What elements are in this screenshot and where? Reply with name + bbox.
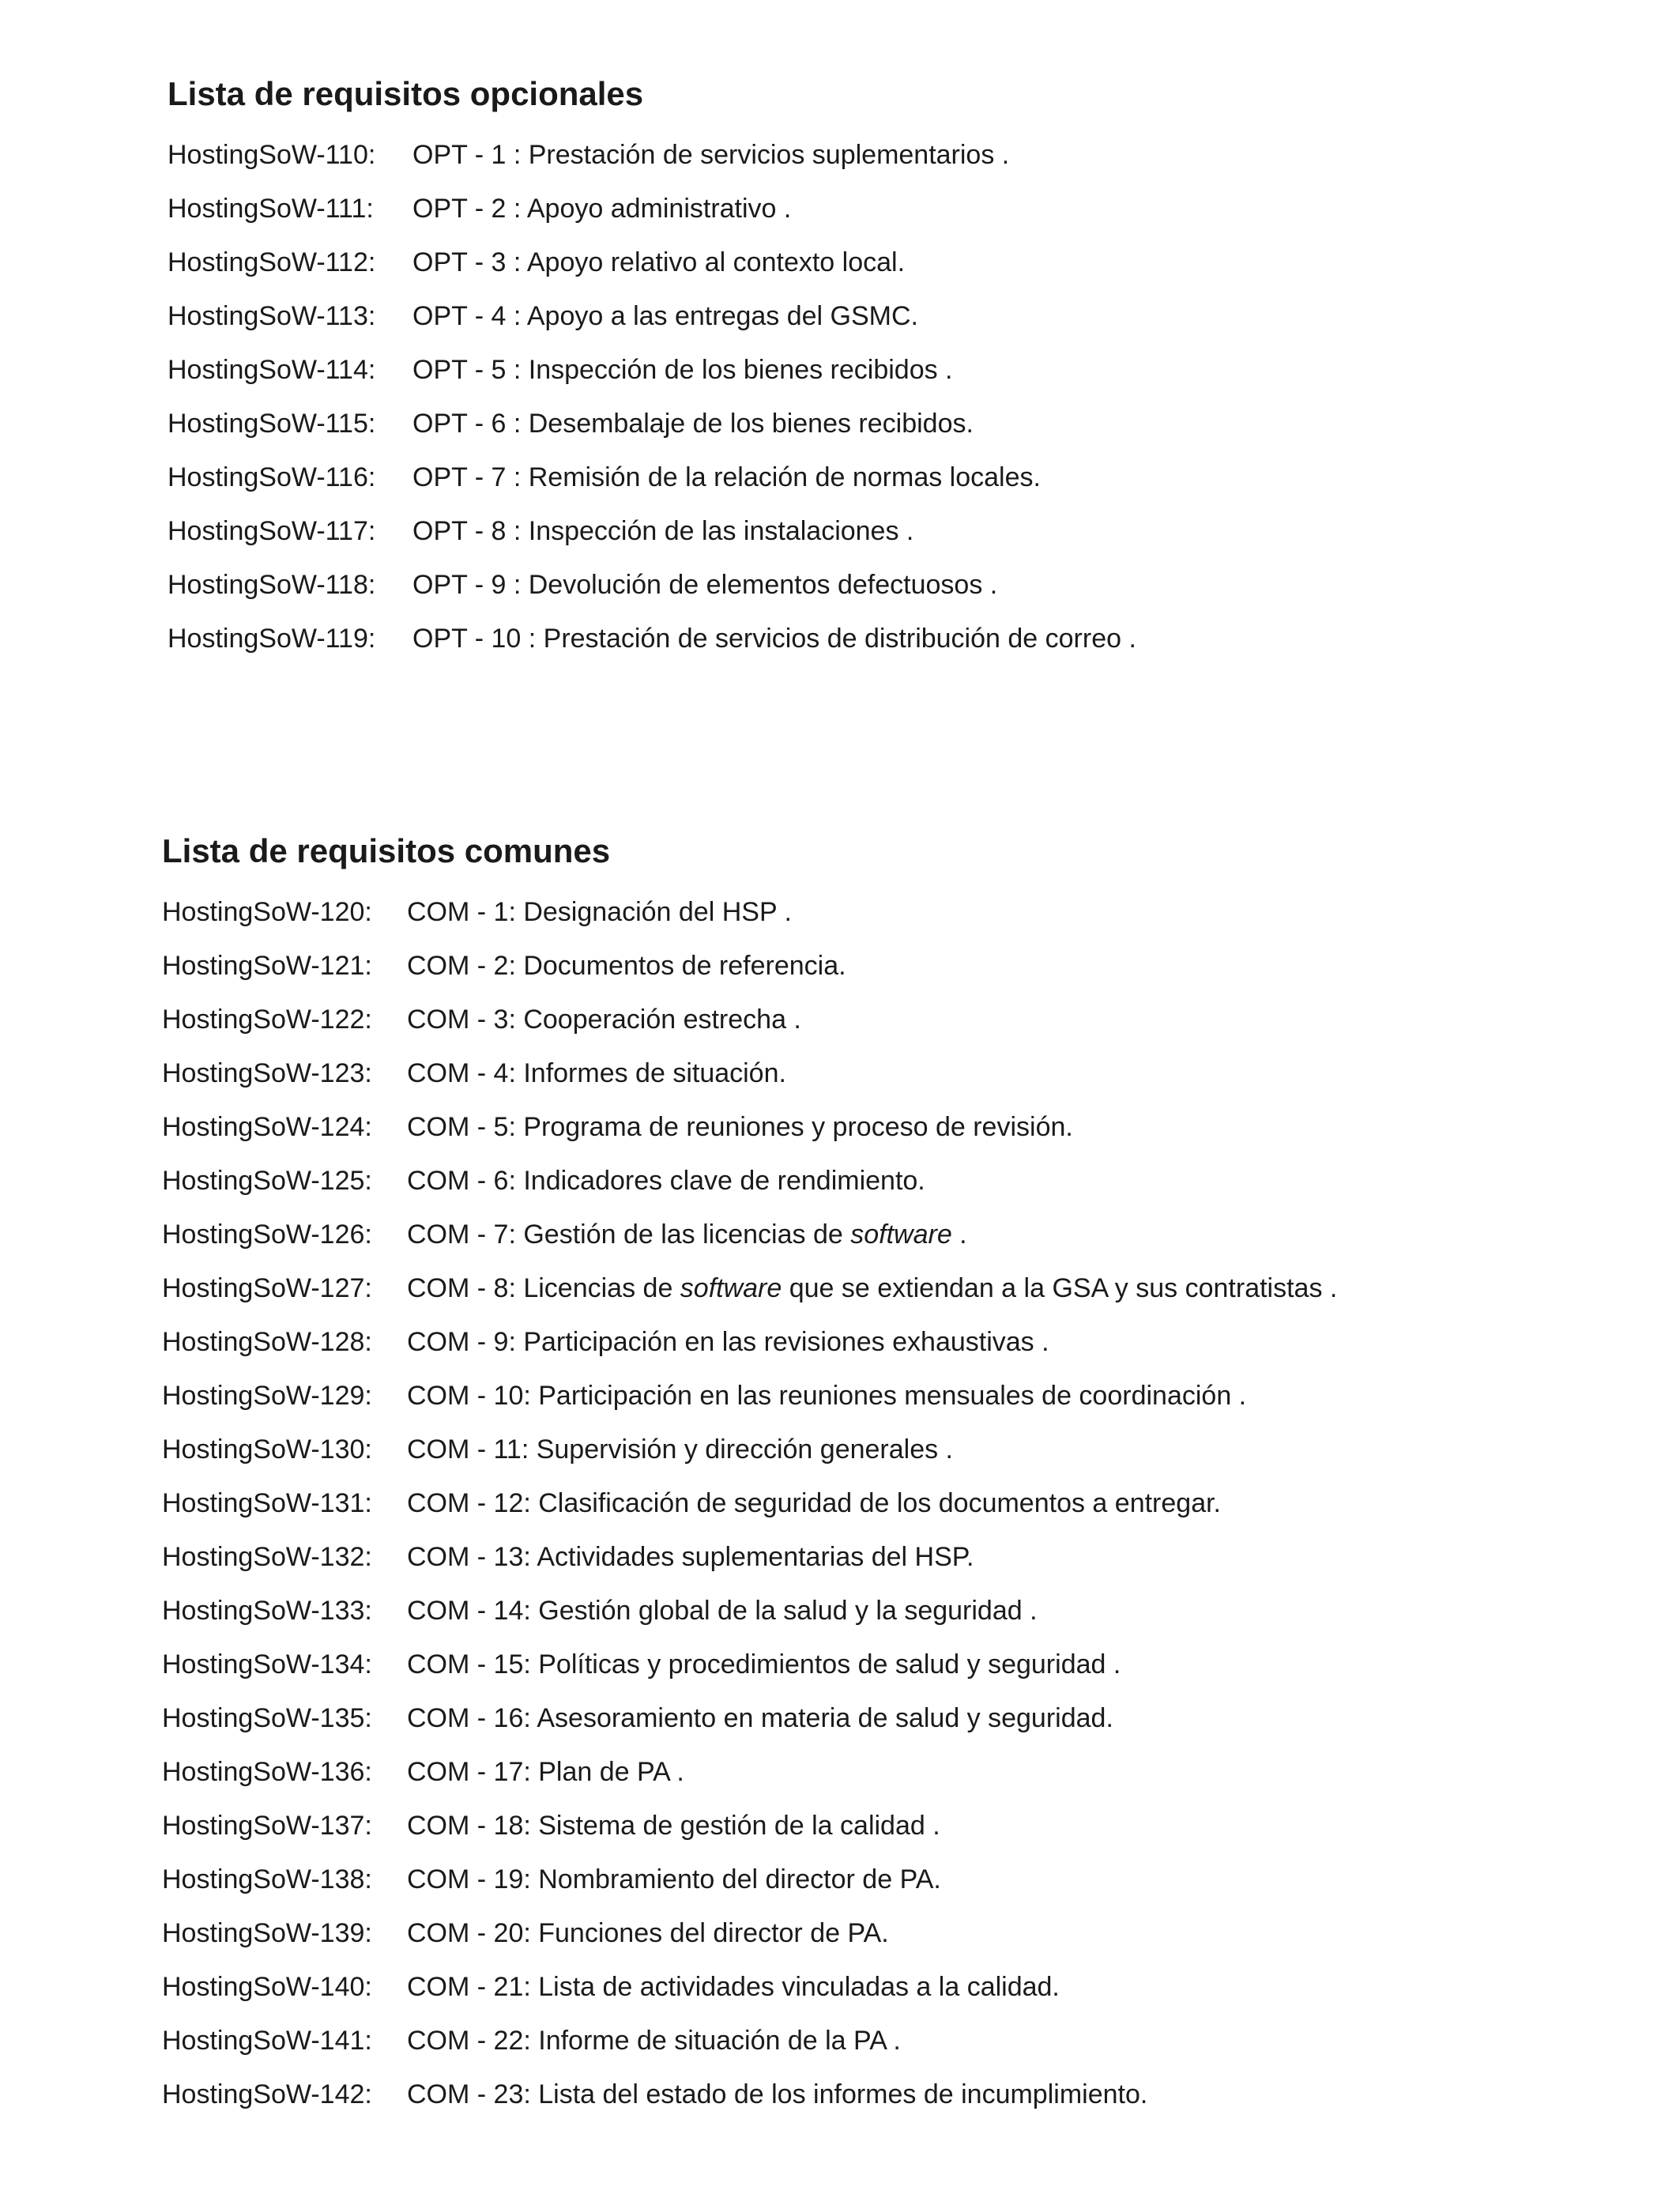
requirement-text: COM - 14: Gestión global de la salud y la seguridad . xyxy=(407,1596,1038,1626)
optional-requirements-list xyxy=(168,128,1136,665)
requirement-text: COM - 16: Asesoramiento en materia de salud y seguridad. xyxy=(407,1703,1113,1733)
requirement-text-emphasis: software xyxy=(850,1220,952,1250)
requirement-id: HostingSoW-126: xyxy=(162,1220,372,1250)
section-title-common: Lista de requisitos comunes xyxy=(162,832,611,869)
requirement-row xyxy=(162,1261,1337,1315)
requirement-id: HostingSoW-127: xyxy=(162,1273,372,1303)
requirement-text-part: COM - 7: Gestión de las licencias de xyxy=(407,1220,851,1250)
requirement-row xyxy=(162,1745,1337,1799)
requirement-row xyxy=(168,450,1136,504)
requirement-id: HostingSoW-132: xyxy=(162,1542,372,1572)
requirement-row xyxy=(168,128,1136,182)
requirement-text: COM - 20: Funciones del director de PA. xyxy=(407,1918,889,1948)
requirement-id: HostingSoW-115: xyxy=(168,409,376,439)
requirement-id: HostingSoW-118: xyxy=(168,570,376,600)
requirement-text: OPT - 3 : Apoyo relativo al contexto local. xyxy=(412,247,906,277)
requirement-id: HostingSoW-139: xyxy=(162,1918,372,1948)
requirement-text: OPT - 9 : Devolución de elementos defectuosos . xyxy=(412,570,998,600)
requirement-text: COM - 10: Participación en las reuniones mensuales de coordinación . xyxy=(407,1381,1247,1411)
requirement-text: COM - 15: Políticas y procedimientos de salud y seguridad . xyxy=(407,1649,1121,1679)
requirement-id: HostingSoW-137: xyxy=(162,1811,372,1841)
requirement-id: HostingSoW-129: xyxy=(162,1381,372,1411)
requirement-row xyxy=(162,2014,1337,2068)
requirement-text: COM - 4: Informes de situación. xyxy=(407,1058,786,1088)
requirement-text xyxy=(407,1261,1337,1315)
requirement-text: OPT - 5 : Inspección de los bienes recibidos . xyxy=(412,355,953,385)
requirement-row xyxy=(162,1530,1337,1584)
requirement-text: OPT - 1 : Prestación de servicios suplementarios . xyxy=(412,140,1010,170)
requirement-id: HostingSoW-119: xyxy=(168,624,376,654)
requirement-row xyxy=(162,1906,1337,1960)
requirement-row xyxy=(162,1799,1337,1853)
requirement-text: COM - 22: Informe de situación de la PA . xyxy=(407,2026,901,2056)
requirement-text: COM - 1: Designación del HSP . xyxy=(407,897,792,927)
requirement-text: COM - 5: Programa de reuniones y proceso de revisión. xyxy=(407,1112,1073,1142)
requirement-text: COM - 3: Cooperación estrecha . xyxy=(407,1005,801,1035)
requirement-row xyxy=(168,612,1136,665)
requirement-row xyxy=(162,1476,1337,1530)
requirement-id: HostingSoW-141: xyxy=(162,2026,372,2056)
requirement-row xyxy=(162,1853,1337,1906)
requirement-row xyxy=(168,289,1136,343)
requirement-row xyxy=(162,1046,1337,1100)
requirement-text: OPT - 2 : Apoyo administrativo . xyxy=(412,194,792,224)
requirement-id: HostingSoW-123: xyxy=(162,1058,372,1088)
requirement-id: HostingSoW-125: xyxy=(162,1166,372,1196)
requirement-row xyxy=(162,939,1337,993)
requirement-text: COM - 11: Supervisión y dirección generales . xyxy=(407,1434,954,1465)
requirement-row xyxy=(168,504,1136,558)
requirement-text: COM - 12: Clasificación de seguridad de los documentos a entregar. xyxy=(407,1488,1221,1518)
requirement-id: HostingSoW-120: xyxy=(162,897,372,927)
requirement-text: COM - 13: Actividades suplementarias del HSP. xyxy=(407,1542,974,1572)
requirement-text: OPT - 8 : Inspección de las instalaciones . xyxy=(412,516,914,546)
requirement-text-part: que se extiendan a la GSA y sus contratistas . xyxy=(782,1273,1338,1303)
requirement-text: COM - 17: Plan de PA . xyxy=(407,1757,684,1787)
requirement-row xyxy=(162,1369,1337,1423)
requirement-id: HostingSoW-124: xyxy=(162,1112,372,1142)
requirement-row xyxy=(162,1638,1337,1691)
requirement-id: HostingSoW-136: xyxy=(162,1757,372,1787)
requirement-text: OPT - 4 : Apoyo a las entregas del GSMC. xyxy=(412,301,919,331)
requirement-row xyxy=(162,2068,1337,2121)
requirement-row xyxy=(162,1584,1337,1638)
requirement-text: COM - 18: Sistema de gestión de la calidad . xyxy=(407,1811,940,1841)
requirement-row xyxy=(168,558,1136,612)
requirement-id: HostingSoW-128: xyxy=(162,1327,372,1357)
requirement-id: HostingSoW-111: xyxy=(168,194,374,224)
requirement-row xyxy=(162,1315,1337,1369)
requirement-id: HostingSoW-140: xyxy=(162,1972,372,2002)
requirement-row xyxy=(162,1960,1337,2014)
requirement-id: HostingSoW-142: xyxy=(162,2079,372,2109)
requirement-id: HostingSoW-138: xyxy=(162,1864,372,1894)
requirement-row xyxy=(168,397,1136,450)
requirement-id: HostingSoW-130: xyxy=(162,1434,372,1465)
requirement-row xyxy=(168,343,1136,397)
common-requirements-list xyxy=(162,885,1337,2121)
requirement-row xyxy=(162,1691,1337,1745)
requirement-text: COM - 23: Lista del estado de los informes de incumplimiento. xyxy=(407,2079,1148,2109)
requirement-text: OPT - 7 : Remisión de la relación de normas locales. xyxy=(412,462,1041,492)
requirement-row xyxy=(162,1154,1337,1208)
requirement-id: HostingSoW-110: xyxy=(168,140,376,170)
section-title-optional: Lista de requisitos opcionales xyxy=(168,75,644,112)
requirement-id: HostingSoW-112: xyxy=(168,247,376,277)
common-requirements-section xyxy=(162,825,1337,2121)
requirement-id: HostingSoW-116: xyxy=(168,462,376,492)
requirement-text: COM - 6: Indicadores clave de rendimiento. xyxy=(407,1166,925,1196)
requirement-text: COM - 9: Participación en las revisiones exhaustivas . xyxy=(407,1327,1049,1357)
requirement-text: COM - 21: Lista de actividades vinculadas a la calidad. xyxy=(407,1972,1060,2002)
requirement-id: HostingSoW-135: xyxy=(162,1703,372,1733)
requirement-text-part: COM - 8: Licencias de xyxy=(407,1273,680,1303)
requirement-row xyxy=(168,236,1136,289)
requirement-row xyxy=(162,1423,1337,1476)
requirement-text-part: . xyxy=(951,1220,967,1250)
requirement-text: OPT - 6 : Desembalaje de los bienes recibidos. xyxy=(412,409,974,439)
requirement-row xyxy=(162,885,1337,939)
requirement-id: HostingSoW-113: xyxy=(168,301,376,331)
requirement-id: HostingSoW-131: xyxy=(162,1488,372,1518)
optional-requirements-section xyxy=(168,68,1136,665)
requirement-text-emphasis: software xyxy=(680,1273,782,1303)
requirement-row xyxy=(162,993,1337,1046)
requirement-text: COM - 2: Documentos de referencia. xyxy=(407,951,846,981)
requirement-text: COM - 19: Nombramiento del director de PA. xyxy=(407,1864,941,1894)
requirement-text xyxy=(407,1208,967,1261)
requirement-id: HostingSoW-134: xyxy=(162,1649,372,1679)
requirement-row xyxy=(162,1208,1337,1261)
requirement-row xyxy=(162,1100,1337,1154)
requirement-id: HostingSoW-117: xyxy=(168,516,376,546)
requirement-row xyxy=(168,182,1136,236)
requirement-id: HostingSoW-121: xyxy=(162,951,372,981)
requirement-id: HostingSoW-114: xyxy=(168,355,376,385)
requirement-id: HostingSoW-133: xyxy=(162,1596,372,1626)
requirement-text: OPT - 10 : Prestación de servicios de distribución de correo . xyxy=(412,624,1136,654)
requirement-id: HostingSoW-122: xyxy=(162,1005,372,1035)
